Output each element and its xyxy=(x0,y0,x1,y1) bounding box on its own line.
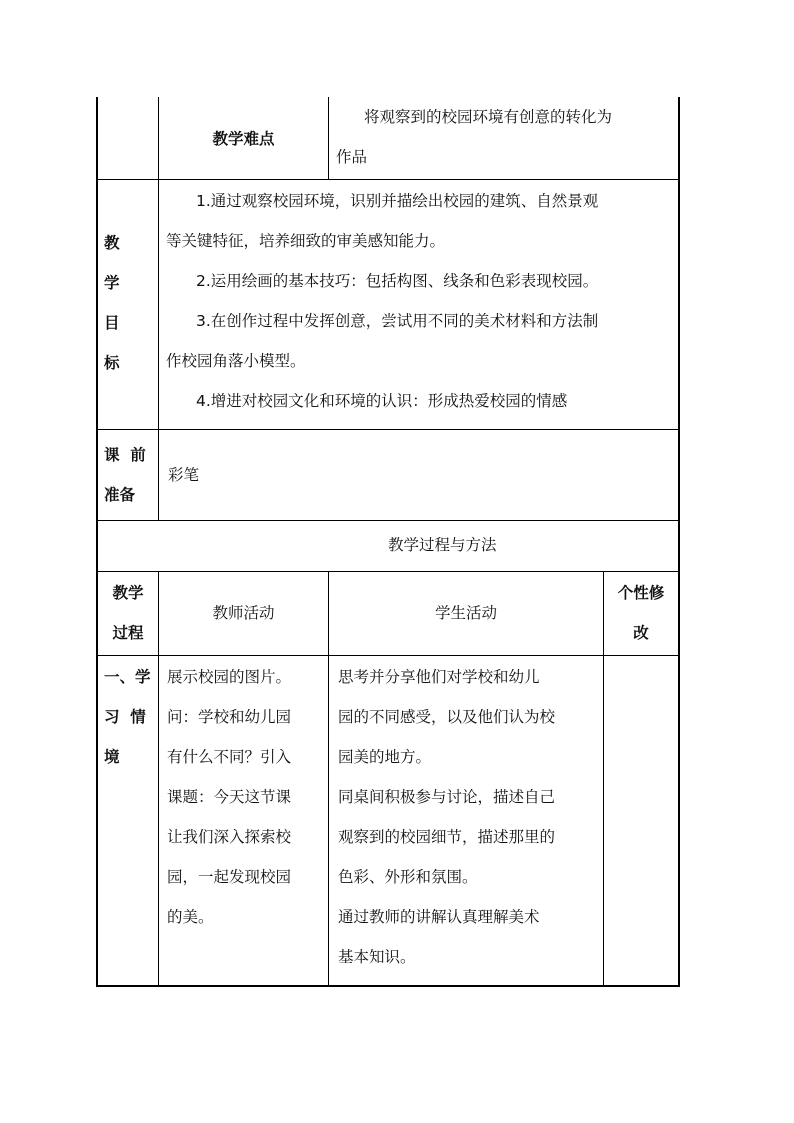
row-divider xyxy=(96,655,680,656)
col-header-personal-line2: 改 xyxy=(633,624,649,642)
goals-label-char: 标 xyxy=(104,354,120,372)
teacher-activity xyxy=(167,657,327,937)
prep-text: 彩笔 xyxy=(168,466,200,484)
difficulty-label: 教学难点 xyxy=(212,130,275,148)
table-bottom-border xyxy=(96,985,680,987)
stage-label-line: 一、学 xyxy=(104,668,151,686)
goals-label xyxy=(104,223,154,383)
difficulty-text-line1: 将观察到的校园环境有创意的转化为 xyxy=(364,108,613,126)
col-header-personal-line1: 个性修 xyxy=(617,584,665,602)
prep-label-line1: 课 前 xyxy=(104,446,146,464)
goal-item-3-line2: 作校园角落小模型。 xyxy=(166,352,306,370)
teacher-activity-line: 问：学校和幼儿园 xyxy=(167,708,292,726)
row-divider xyxy=(96,429,680,430)
row-divider xyxy=(96,179,680,180)
col-header-teacher: 教师活动 xyxy=(212,604,275,622)
lesson-plan-table xyxy=(96,97,680,987)
col-divider xyxy=(328,97,329,179)
student-activity-line: 思考并分享他们对学校和幼儿 xyxy=(338,668,540,686)
goals-label-char: 教 xyxy=(104,234,120,252)
col-header-personal xyxy=(604,573,678,653)
col-header-student: 学生活动 xyxy=(434,604,497,622)
student-activity-line: 园的不同感受，以及他们认为校 xyxy=(338,708,556,726)
goal-item-1-line1: 1.通过观察校园环境，识别并描绘出校园的建筑、自然景观 xyxy=(196,192,599,210)
col-header-process-line1: 教学 xyxy=(112,584,144,602)
goals-label-char: 学 xyxy=(104,274,120,292)
stage-label xyxy=(104,657,158,777)
goal-item-3-line1: 3.在创作过程中发挥创意，尝试用不同的美术材料和方法制 xyxy=(196,312,599,330)
row-divider xyxy=(96,520,680,521)
goals-label-char: 目 xyxy=(104,314,120,332)
teacher-activity-line: 课题：今天这节课 xyxy=(167,788,292,806)
goal-item-1-line2: 等关键特征，培养细致的审美感知能力。 xyxy=(166,232,446,250)
student-activity-line: 观察到的校园细节，描述那里的 xyxy=(338,828,556,846)
col-header-process-line2: 过程 xyxy=(112,624,144,642)
teacher-activity-line: 有什么不同？引入 xyxy=(167,748,292,766)
teacher-activity-line: 让我们深入探索校 xyxy=(167,828,292,846)
student-activity-line: 通过教师的讲解认真理解美术 xyxy=(338,908,540,926)
col-divider xyxy=(158,97,159,520)
student-activity-line: 同桌间积极参与讨论，描述自己 xyxy=(338,788,556,806)
table-right-border xyxy=(678,97,680,987)
student-activity-line: 基本知识。 xyxy=(338,948,416,966)
col-header-process xyxy=(98,573,158,653)
stage-label-line: 习 情 xyxy=(104,708,146,726)
teacher-activity-line: 展示校园的图片。 xyxy=(167,668,292,686)
student-activity xyxy=(338,657,600,977)
col-divider xyxy=(328,571,329,987)
goal-item-4: 4.增进对校园文化和环境的认识：形成热爱校园的情感 xyxy=(196,392,568,410)
student-activity-line: 色彩、外形和氛围。 xyxy=(338,868,478,886)
difficulty-text-line2: 作品 xyxy=(336,148,368,166)
goals-list xyxy=(166,181,676,421)
stage-label-line: 境 xyxy=(104,748,120,766)
prep-label-line2: 准备 xyxy=(104,486,136,504)
teacher-activity-line: 园，一起发现校园 xyxy=(167,868,292,886)
teacher-activity-line: 的美。 xyxy=(167,908,214,926)
student-activity-line: 园美的地方。 xyxy=(338,748,432,766)
table-left-border xyxy=(96,97,98,987)
col-divider xyxy=(158,571,159,987)
goal-item-2: 2.运用绘画的基本技巧：包括构图、线条和色彩表现校园。 xyxy=(196,272,599,290)
prep-label xyxy=(104,435,158,515)
process-header: 教学过程与方法 xyxy=(388,536,497,554)
row-divider xyxy=(96,571,680,572)
